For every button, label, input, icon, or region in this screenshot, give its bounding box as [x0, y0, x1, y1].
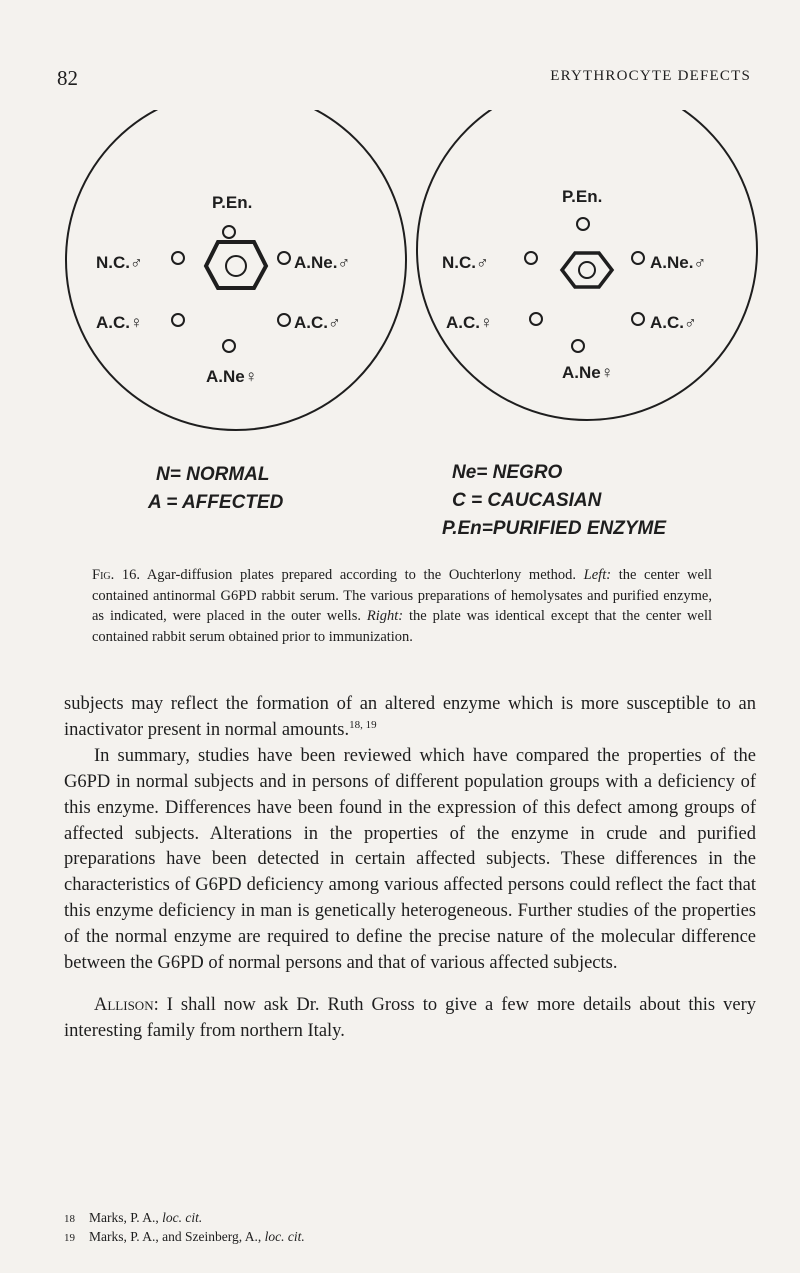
plate-left-well-top — [223, 226, 235, 238]
footnote — [64, 1209, 754, 1228]
caption-right-label: Right: — [366, 608, 404, 624]
plate-right-well-lower-right — [632, 313, 644, 325]
footnotes — [64, 1209, 754, 1247]
legend-caucasian: C = CAUCASIAN — [452, 490, 602, 511]
plate-left-well-lower-right — [278, 314, 290, 326]
figure-caption — [92, 565, 712, 647]
plate-left-center-hole — [226, 256, 246, 276]
caption-left-label: Left: — [583, 567, 612, 583]
paragraph-continuation-text: subjects may reflect the formation of an altered enzyme which is more susceptible to an inactivator present in normal amounts. — [64, 694, 756, 740]
caption-text — [92, 565, 712, 647]
speaker-name: Allison — [94, 994, 154, 1015]
footnote — [64, 1228, 754, 1247]
plate-right-well-bottom — [572, 340, 584, 352]
footnote-cite: loc. cit. — [264, 1229, 305, 1244]
plate-left-label-top: P.En. — [212, 193, 253, 212]
running-head: ERYTHROCYTE DEFECTS — [550, 68, 751, 84]
caption-fig-text: Agar-diffusion plates prepared according to the Ouchterlony method. — [146, 567, 577, 583]
speaker-text: : I shall now ask Dr. Ruth Gross to give a few more details about this very interesting family from northern Italy. — [64, 994, 756, 1041]
plate-right-well-upper-left — [525, 252, 537, 264]
plate-right-well-lower-left — [530, 313, 542, 325]
plate-right-label-upper-right: A.Ne.♂ — [650, 253, 707, 272]
plate-right-label-upper-left: N.C.♂ — [442, 253, 489, 272]
legend-normal: N= NORMAL — [156, 464, 270, 485]
plate-left-label-lower-right: A.C.♂ — [294, 313, 341, 332]
plate-left-label-upper-left: N.C.♂ — [96, 253, 143, 272]
plate-right-label-lower-left: A.C.♀ — [446, 313, 493, 332]
plate-right-well-upper-right — [632, 252, 644, 264]
page-number: 82 — [57, 66, 78, 90]
plate-left-well-bottom — [223, 340, 235, 352]
paragraph-allison — [64, 993, 756, 1045]
caption-left-text: the center well contained antinormal G6PD rabbit serum. The various preparations of hemolysates and purified enzyme, as indicated, were placed in the outer wells. — [92, 567, 713, 624]
plate-right-center-hole — [579, 262, 595, 278]
footnote-text: Marks, P. A., — [89, 1210, 159, 1225]
plate-right-well-top — [577, 218, 589, 230]
footnote-number: 19 — [64, 1232, 75, 1244]
plate-left-label-upper-right: A.Ne.♂ — [294, 253, 351, 272]
plate-left-well-upper-left — [172, 252, 184, 264]
paragraph-summary: In summary, studies have been reviewed which have compared the properties of the G6PD in normal subjects and in persons of different population groups with a deficiency of this enzyme. Differences have been found in the expression of this defect among groups of affected subjects. Alterations in the properties of the enzyme in crude and purified preparations have been detected in certain affected subjects. These differences in the characteristics of G6PD deficiency among various affected persons could reflect the fact that this enzyme deficiency in man is genetically heterogeneous. Further studies of the properties of the normal enzyme are required to define the precise nature of the molecular difference between the G6PD of normal persons and that of various affected subjects. — [64, 745, 756, 974]
footnote-number: 18 — [64, 1213, 75, 1225]
paragraph-continuation — [64, 692, 756, 744]
citation-superscript: 18, 19 — [349, 718, 377, 731]
footnote-text: Marks, P. A., and Szeinberg, A., — [89, 1229, 262, 1244]
plate-right-center-well — [562, 253, 612, 287]
figure-legend — [147, 462, 667, 539]
plate-left-label-lower-left: A.C.♀ — [96, 313, 143, 332]
plate-right-label-top: P.En. — [562, 187, 603, 206]
legend-affected: A = AFFECTED — [148, 492, 284, 513]
figure-agar-plates — [0, 110, 800, 560]
plate-left-well-lower-left — [172, 314, 184, 326]
body-text — [64, 692, 756, 1045]
plate-left-well-upper-right — [278, 252, 290, 264]
plate-right-label-bottom: A.Ne♀ — [562, 363, 614, 382]
caption-right-text: the plate was identical except that the center well contained rabbit serum obtained prior to immunization. — [92, 608, 712, 645]
caption-fig-label: Fig. 16. — [92, 567, 140, 583]
legend-negro: Ne= NEGRO — [452, 462, 563, 483]
plate-left-label-bottom: A.Ne♀ — [206, 367, 258, 386]
plate-right-label-lower-right: A.C.♂ — [650, 313, 697, 332]
footnote-cite: loc. cit. — [162, 1210, 203, 1225]
legend-purified-enzyme: P.En=PURIFIED ENZYME — [442, 518, 667, 539]
plate-left-center-well — [206, 242, 266, 288]
